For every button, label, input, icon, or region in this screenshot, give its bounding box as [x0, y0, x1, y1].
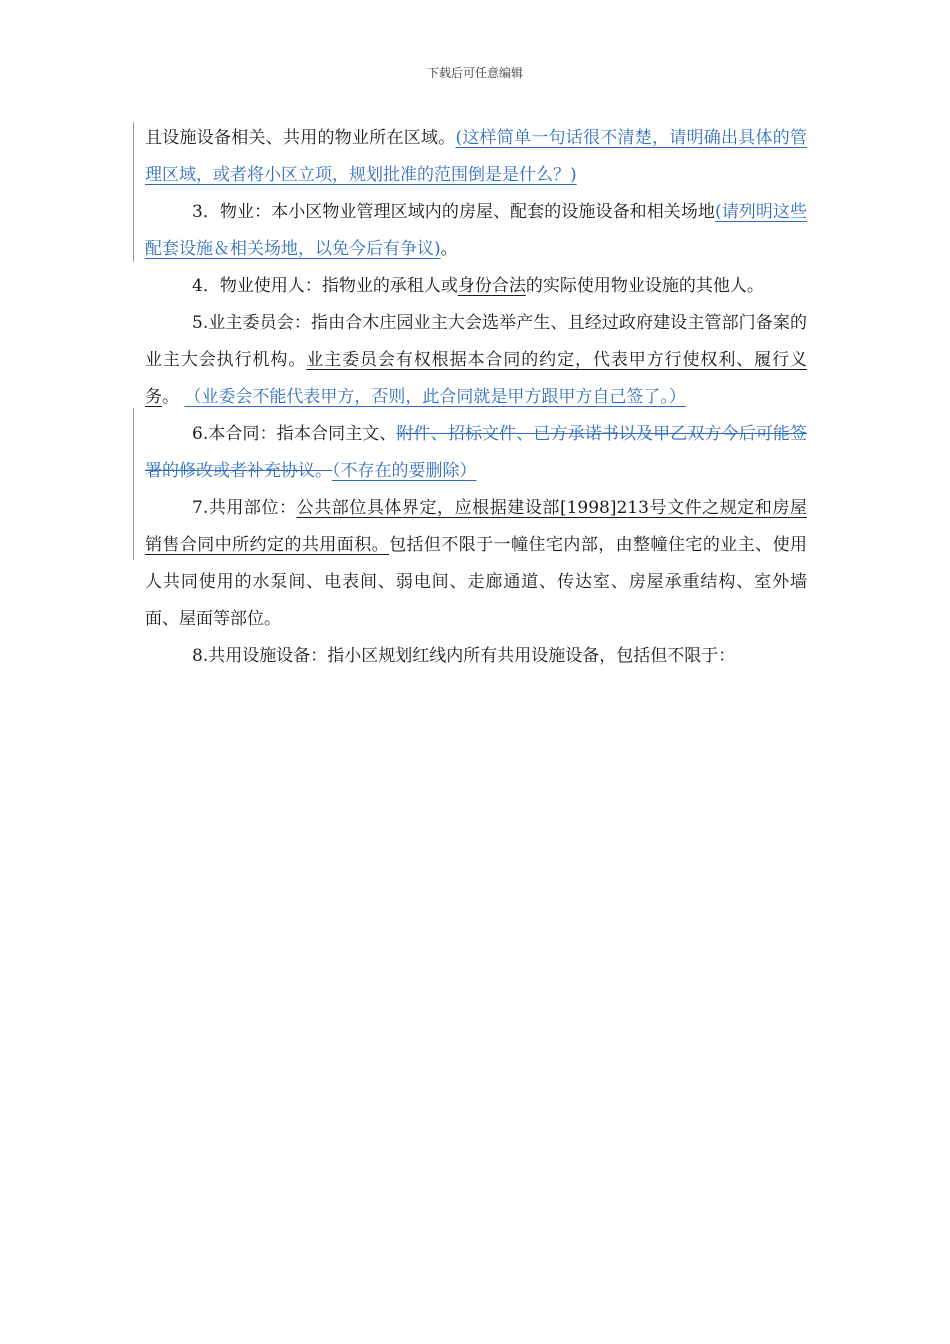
paragraph-item-7	[145, 490, 807, 638]
paragraph-text: 且设施设备相关、共用的物业所在区域。	[145, 128, 456, 148]
paragraph-item-6	[145, 416, 807, 490]
revision-bar	[133, 408, 134, 560]
paragraph-text: 7.共用部位：	[192, 498, 297, 518]
paragraph-text: 4．物业使用人：指物业的承租人或	[192, 276, 458, 296]
paragraph-text: 包括但不限于一幢住宅内部，由整幢住宅的业主、使用人共同使用的水泵间、电表间、弱电间、走廊通道、传达室、房屋承重结构、室外墙面、屋面等部位。	[145, 535, 808, 629]
document-body	[145, 120, 807, 675]
paragraph-text: 6.本合同：指本合同主文、	[192, 424, 397, 444]
underlined-text: 公共部位具体界定，应根据建设部[1998]213号文件之规定和房屋销售合同中所约定的共用面积。	[145, 498, 807, 555]
paragraph-item-8	[145, 638, 807, 675]
review-comment: (这样简单一句话很不清楚，请明确出具体的管理区域，或者将小区立项，规划批准的范围倒是是什么？)	[145, 128, 807, 185]
review-comment: (请列明这些配套设施＆相关场地，以免今后有争议)	[145, 202, 807, 259]
paragraph-item-4	[145, 268, 807, 305]
paragraph-text: 5.业主委员会：指由合木庄园业主大会选举产生、且经过政府建设主管部门备案的业主大会执行机构。	[145, 313, 807, 370]
review-comment: （业委会不能代表甲方，否则，此合同就是甲方跟甲方自己签了。）	[184, 387, 686, 407]
revision-bar	[133, 122, 134, 262]
paragraph-text: 3．物业：本小区物业管理区域内的房屋、配套的设施设备和相关场地	[192, 202, 715, 222]
page-header: 下载后可任意编辑	[426, 66, 523, 80]
paragraph-tail: 。	[162, 387, 179, 407]
paragraph-continuation	[145, 120, 807, 194]
underlined-text: 业主委员会有权根据本合同的约定，代表甲方行使权利、履行义务	[145, 350, 807, 407]
paragraph-item-5	[145, 305, 807, 416]
deleted-text: 附件、招标文件、已方承诺书以及甲乙双方今后可能签署的修改或者补充协议。	[145, 424, 807, 481]
review-comment: （不存在的要删除）	[332, 461, 477, 481]
paragraph-tail: 。	[440, 239, 458, 259]
paragraph-item-3	[145, 194, 807, 268]
underlined-text: 身份合法	[457, 276, 526, 296]
paragraph-text: 的实际使用物业设施的其他人。	[525, 276, 764, 296]
paragraph-text: 8.共用设施设备：指小区规划红线内所有共用设施设备，包括但不限于：	[192, 646, 736, 666]
